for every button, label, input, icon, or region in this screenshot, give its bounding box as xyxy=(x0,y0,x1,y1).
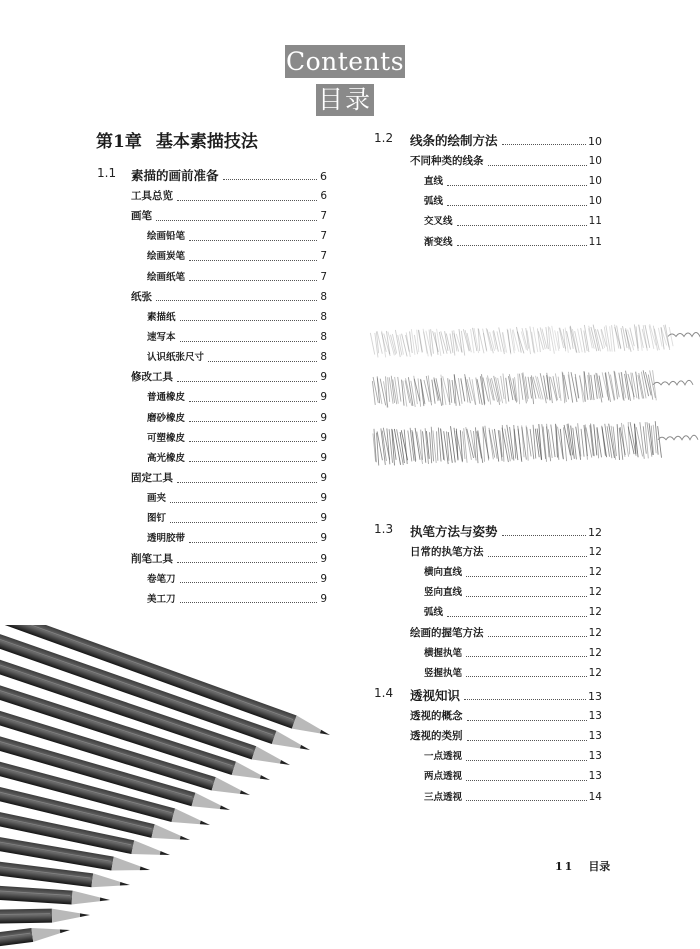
toc-page-number: 7 xyxy=(320,230,327,243)
toc-entry-title: 绘画纸笔 xyxy=(147,271,186,283)
toc-page-number: 7 xyxy=(320,250,327,263)
toc-entry-title: 纸张 xyxy=(131,290,152,303)
toc-entry-title: 高光橡皮 xyxy=(147,452,186,464)
toc-entry-title: 美工刀 xyxy=(147,593,176,605)
toc-entry xyxy=(131,289,327,309)
toc-page-number: 10 xyxy=(588,135,602,148)
dot-leader xyxy=(180,320,317,321)
toc-entry xyxy=(410,665,602,685)
toc-entry xyxy=(410,234,602,254)
toc-entry-title: 认识纸张尺寸 xyxy=(147,352,205,364)
toc-page-number: 13 xyxy=(588,730,602,743)
dot-leader xyxy=(457,245,587,246)
toc-entry xyxy=(410,789,602,809)
toc-entry-title: 固定工具 xyxy=(131,471,173,484)
toc-entry-title: 绘画炭笔 xyxy=(147,251,186,263)
toc-entry xyxy=(374,131,602,153)
toc-page-number: 13 xyxy=(588,690,602,703)
toc-page-number: 8 xyxy=(320,330,327,343)
toc-page-number: 12 xyxy=(588,546,602,558)
toc-entry-title: 普通橡皮 xyxy=(147,392,186,404)
section-number: 1.2 xyxy=(374,131,394,145)
dot-leader xyxy=(177,562,317,563)
toc-entry xyxy=(131,369,327,389)
toc-entry-title: 弧线 xyxy=(424,196,444,208)
dot-leader xyxy=(466,656,587,657)
toc-page-number: 6 xyxy=(320,170,327,183)
dot-leader xyxy=(189,441,317,442)
toc-entry-title: 画笔 xyxy=(131,210,152,223)
dot-leader xyxy=(447,205,587,206)
toc-entry xyxy=(374,686,602,708)
contents-title-zh: 目录 xyxy=(317,85,372,114)
dot-leader xyxy=(466,596,587,597)
toc-page-number: 10 xyxy=(588,175,602,188)
toc-page-number: 9 xyxy=(320,391,327,404)
toc-entry-title: 磨砂橡皮 xyxy=(147,412,186,424)
toc-entry xyxy=(410,645,602,665)
toc-entry-title: 速写本 xyxy=(147,331,176,343)
toc-entry xyxy=(410,584,602,604)
toc-entry xyxy=(131,329,327,349)
chapter-label: 第1章 xyxy=(96,132,142,152)
section-number: 1.3 xyxy=(374,522,394,536)
dot-leader xyxy=(208,361,317,362)
dot-leader xyxy=(466,780,587,781)
dot-leader xyxy=(189,421,317,422)
toc-page-number: 9 xyxy=(320,371,327,384)
dot-leader xyxy=(457,225,587,226)
toc-page-number: 9 xyxy=(320,471,327,484)
toc-entry-title: 弧线 xyxy=(424,607,444,619)
toc-entry-title: 图钉 xyxy=(147,513,167,525)
toc-entry-title: 直线 xyxy=(424,176,444,188)
toc-entry xyxy=(131,269,327,289)
dot-leader xyxy=(180,602,317,603)
toc-entry xyxy=(131,470,327,490)
toc-page-number: 12 xyxy=(588,606,602,619)
toc-page-number: 9 xyxy=(320,532,327,545)
toc-page-number: 10 xyxy=(588,195,602,208)
dot-leader xyxy=(223,179,317,180)
toc-section-1-4 xyxy=(374,686,602,809)
toc-entry-title: 画夹 xyxy=(147,493,167,505)
toc-entry-title: 横握执笔 xyxy=(424,647,463,659)
dot-leader xyxy=(180,341,317,342)
dot-leader xyxy=(189,280,317,281)
toc-entry-title: 削笔工具 xyxy=(131,552,173,565)
toc-page-number: 12 xyxy=(588,626,602,639)
toc-entry xyxy=(131,188,327,208)
toc-entry-title: 执笔方法与姿势 xyxy=(410,524,498,539)
toc-page-number: 8 xyxy=(320,351,327,364)
toc-page-number: 9 xyxy=(320,492,327,505)
toc-entry-title: 横向直线 xyxy=(424,567,463,579)
pencils-photo-illustration xyxy=(0,625,345,949)
toc-entry-title: 一点透视 xyxy=(424,751,463,763)
toc-page-number: 9 xyxy=(320,552,327,565)
dot-leader xyxy=(488,165,587,166)
toc-entry-title: 两点透视 xyxy=(424,771,463,783)
toc-entry xyxy=(131,248,327,268)
toc-entry xyxy=(410,173,602,193)
toc-entry xyxy=(131,410,327,430)
toc-entry xyxy=(131,530,327,550)
toc-page-number: 9 xyxy=(320,572,327,585)
dot-leader xyxy=(177,482,317,483)
toc-entry xyxy=(131,389,327,409)
dot-leader xyxy=(189,542,317,543)
dot-leader xyxy=(156,300,317,301)
dot-leader xyxy=(189,240,317,241)
toc-entry xyxy=(410,708,602,728)
toc-entry xyxy=(410,625,602,645)
toc-page-number: 12 xyxy=(588,646,602,659)
dot-leader xyxy=(502,144,586,145)
chapter-heading xyxy=(96,131,258,153)
chapter-title: 基本素描技法 xyxy=(155,132,258,152)
toc-entry-title: 绘画铅笔 xyxy=(147,231,186,243)
toc-page-number: 7 xyxy=(320,210,327,223)
toc-entry xyxy=(97,166,327,188)
toc-entry xyxy=(410,544,602,564)
toc-page-number: 11 xyxy=(588,215,602,228)
toc-page-number: 7 xyxy=(320,270,327,283)
section-number: 1.4 xyxy=(374,686,394,700)
toc-section-1-2 xyxy=(374,131,602,254)
toc-section-1-3 xyxy=(374,522,602,685)
toc-entry-title: 透视的概念 xyxy=(410,710,463,722)
toc-entry xyxy=(131,571,327,591)
toc-entry-title: 竖向直线 xyxy=(424,587,463,599)
toc-entry-title: 素描的画前准备 xyxy=(131,168,219,183)
toc-entry xyxy=(131,551,327,571)
dot-leader xyxy=(177,200,317,201)
dot-leader xyxy=(189,260,317,261)
toc-entry xyxy=(131,228,327,248)
toc-entry xyxy=(410,728,602,748)
toc-entry xyxy=(131,510,327,530)
dot-leader xyxy=(467,720,587,721)
toc-entry-title: 可塑橡皮 xyxy=(147,432,186,444)
toc-entry-title: 线条的绘制方法 xyxy=(410,133,498,148)
toc-entry-title: 卷笔刀 xyxy=(147,573,176,585)
toc-page-number: 9 xyxy=(320,411,327,424)
toc-page-number: 13 xyxy=(588,750,602,763)
toc-page-number: 8 xyxy=(320,290,327,303)
toc-page-number: 10 xyxy=(588,155,602,167)
toc-page-number: 9 xyxy=(320,431,327,444)
toc-page-number: 9 xyxy=(320,592,327,605)
toc-entry xyxy=(410,604,602,624)
toc-entry-title: 工具总览 xyxy=(131,190,173,202)
dot-leader xyxy=(488,636,587,637)
toc-entry-title: 素描纸 xyxy=(147,311,176,323)
section-number: 1.1 xyxy=(97,166,117,180)
dot-leader xyxy=(170,522,317,523)
toc-entry-title: 绘画的握笔方法 xyxy=(410,626,484,639)
toc-entry xyxy=(131,490,327,510)
dot-leader xyxy=(177,381,317,382)
dot-leader xyxy=(156,220,317,221)
toc-entry-title: 透视知识 xyxy=(410,688,461,703)
dot-leader xyxy=(189,461,317,462)
toc-page-number: 8 xyxy=(320,310,327,323)
footer-label: 目录 xyxy=(588,860,611,873)
toc-entry-title: 竖握执笔 xyxy=(424,667,463,679)
toc-page-number: 12 xyxy=(588,526,602,539)
toc-entry xyxy=(410,193,602,213)
dot-leader xyxy=(170,502,317,503)
toc-page-number: 6 xyxy=(320,190,327,202)
toc-entry-title: 透视的类别 xyxy=(410,730,463,743)
toc-entry xyxy=(410,153,602,173)
toc-left-column xyxy=(97,166,327,611)
pencil-strokes-illustration xyxy=(368,308,700,478)
contents-title-en: Contents xyxy=(285,47,405,76)
dot-leader xyxy=(467,740,587,741)
footer-page-number: 11 xyxy=(555,860,575,873)
toc-entry xyxy=(410,748,602,768)
toc-entry xyxy=(131,591,327,611)
dot-leader xyxy=(488,556,587,557)
toc-page-number: 12 xyxy=(588,666,602,679)
dot-leader xyxy=(466,760,587,761)
dot-leader xyxy=(466,800,587,801)
toc-page-number: 13 xyxy=(588,710,602,722)
toc-page-number: 11 xyxy=(588,235,602,248)
toc-page-number: 14 xyxy=(588,790,602,803)
toc-entry xyxy=(410,213,602,233)
dot-leader xyxy=(447,185,587,186)
toc-entry xyxy=(374,522,602,544)
toc-entry-title: 日常的执笔方法 xyxy=(410,546,484,558)
dot-leader xyxy=(180,582,317,583)
dot-leader xyxy=(447,616,587,617)
toc-page-number: 9 xyxy=(320,512,327,525)
toc-entry xyxy=(410,768,602,788)
toc-entry xyxy=(410,564,602,584)
dot-leader xyxy=(466,676,587,677)
toc-entry-title: 交叉线 xyxy=(424,216,453,228)
toc-entry xyxy=(131,309,327,329)
toc-entry-title: 渐变线 xyxy=(424,236,453,248)
toc-entry xyxy=(131,349,327,369)
toc-page-number: 13 xyxy=(588,770,602,783)
toc-page-number: 12 xyxy=(588,566,602,579)
toc-entry xyxy=(131,208,327,228)
toc-page-number: 9 xyxy=(320,451,327,464)
toc-entry xyxy=(131,450,327,470)
toc-entry xyxy=(131,430,327,450)
dot-leader xyxy=(189,401,317,402)
page-footer xyxy=(555,858,610,874)
dot-leader xyxy=(466,576,587,577)
toc-entry-title: 三点透视 xyxy=(424,791,463,803)
toc-entry-title: 透明胶带 xyxy=(147,533,186,545)
toc-page-number: 12 xyxy=(588,586,602,599)
toc-entry-title: 不同种类的线条 xyxy=(410,155,484,167)
dot-leader xyxy=(502,535,586,536)
dot-leader xyxy=(464,699,586,700)
toc-entry-title: 修改工具 xyxy=(131,371,173,384)
